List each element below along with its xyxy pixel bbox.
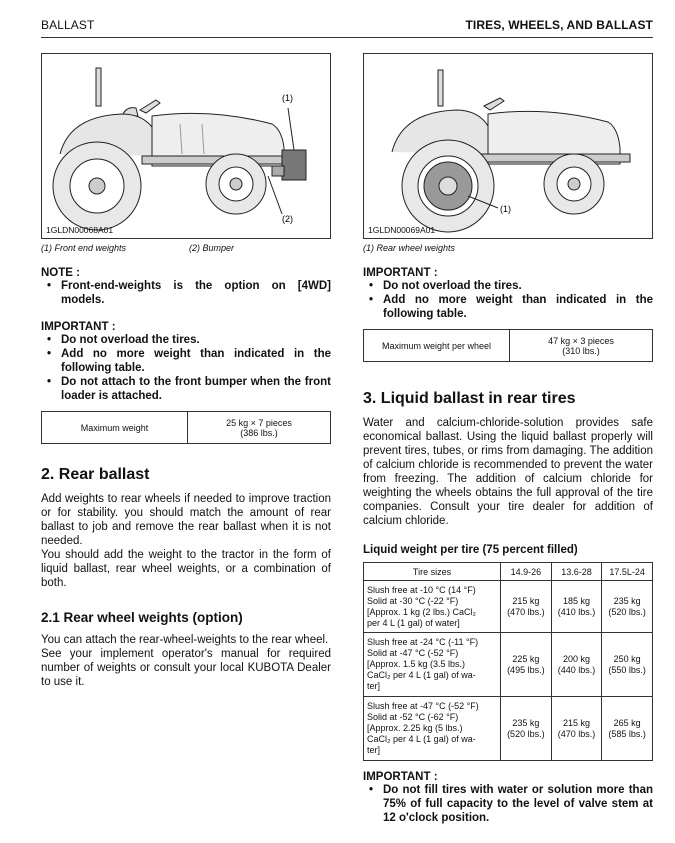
max-weight-pieces: 47 kg × 3 pieces	[548, 335, 614, 346]
spec-line: [Approx. 2.25 kg (5 lbs.)	[367, 723, 463, 733]
callout-1-label: (1)	[500, 204, 511, 214]
section-2-paragraph-1: Add weights to rear wheels if needed to improve traction or for stability. you should match the amount of rear ballast to job and remove the rear ballast when it is not needed.	[41, 493, 331, 547]
weight-cell	[551, 633, 602, 697]
header-tire-sizes: Tire sizes	[364, 563, 501, 581]
max-weight-pieces: 25 kg × 7 pieces	[226, 417, 292, 428]
important-list	[363, 279, 653, 321]
note-list	[41, 279, 331, 307]
kg-value: 200 kg	[562, 653, 590, 664]
max-weight-value	[510, 330, 653, 362]
max-weight-label: Maximum weight per wheel	[364, 330, 510, 362]
section-2-paragraph-2: You should add the weight to the tractor in the form of liquid ballast, rear wheel weights, or a combination of both.	[41, 549, 331, 589]
kg-value: 265 kg	[613, 717, 641, 728]
lbs-value: (410 lbs.)	[557, 606, 596, 617]
table-row	[364, 633, 653, 697]
spec-line: [Approx. 1 kg (2 lbs.) CaCl₂	[367, 606, 477, 617]
liquid-table-header-row	[364, 563, 653, 581]
weight-cell	[551, 697, 602, 761]
max-weight-label: Maximum weight	[42, 412, 188, 444]
section-2-1-heading: 2.1 Rear wheel weights (option)	[41, 610, 243, 625]
front-weights-figure	[41, 53, 331, 239]
weight-cell	[602, 581, 653, 633]
caption-front-end-weights: (1) Front end weights	[41, 243, 127, 253]
section-2-1-paragraph-2: See your implement operator's manual for required number of weights or consult your local KUBOTA Dealer to use it.	[41, 648, 331, 688]
spec-line: Slush free at -24 °C (-11 °F)	[367, 637, 479, 647]
header-13-6-28: 13.6-28	[551, 563, 602, 581]
important-2-title: IMPORTANT :	[363, 771, 438, 783]
max-weight-lbs: (310 lbs.)	[562, 345, 600, 356]
max-weight-table	[41, 411, 331, 444]
table-row	[364, 697, 653, 761]
kg-value: 185 kg	[562, 595, 590, 606]
weight-cell	[501, 581, 552, 633]
weight-cell	[551, 581, 602, 633]
table-row	[364, 581, 653, 633]
kg-value: 235 kg	[512, 717, 540, 728]
liquid-weight-table	[363, 562, 653, 761]
important-item: • Do not overload the tires.	[363, 279, 653, 293]
kg-value: 250 kg	[613, 653, 641, 664]
kg-value: 235 kg	[613, 595, 641, 606]
important-item: • Add no more weight than indicated in the following table.	[41, 347, 331, 375]
callout-2-label: (2)	[282, 214, 293, 224]
spec-line: ter]	[367, 745, 381, 755]
tractor-front-weights-illustration	[42, 54, 331, 239]
figure-code: 1GLDN00069A01	[368, 225, 436, 235]
right-column	[363, 53, 653, 825]
spec-line: ter]	[367, 681, 381, 691]
spec-line: Solid at -47 °C (-52 °F)	[367, 648, 459, 658]
figure-code: 1GLDN00068A01	[46, 225, 114, 235]
spec-line: Slush free at -47 °C (-52 °F)	[367, 701, 479, 711]
important-item: • Do not attach to the front bumper when the front loader is attached.	[41, 375, 331, 403]
tire-spec-cell	[364, 697, 501, 761]
left-column	[41, 53, 331, 689]
tire-spec-cell	[364, 581, 501, 633]
lbs-value: (470 lbs.)	[557, 728, 596, 739]
lbs-value: (550 lbs.)	[608, 664, 646, 675]
max-weight-value	[188, 412, 331, 444]
figure-captions	[41, 243, 331, 255]
important-title: IMPORTANT :	[41, 321, 116, 333]
spec-line: Slush free at -10 °C (14 °F)	[367, 584, 476, 595]
spec-line: Solid at -30 °C (-22 °F)	[367, 595, 459, 606]
header-17-5l-24: 17.5L-24	[602, 563, 653, 581]
lbs-value: (495 lbs.)	[507, 664, 545, 675]
note-title: NOTE :	[41, 267, 80, 279]
kg-value: 215 kg	[562, 717, 590, 728]
spec-line: [Approx. 1.5 kg (3.5 lbs.)	[367, 659, 466, 669]
important-list	[41, 333, 331, 403]
header-14-9-26: 14.9-26	[501, 563, 552, 581]
weight-cell	[501, 697, 552, 761]
spec-line: Solid at -52 °C (-62 °F)	[367, 712, 459, 722]
spec-line: CaCl₂ per 4 L (1 gal) of wa-	[367, 734, 476, 744]
note-item: • Front-end-weights is the option on [4WD] models.	[41, 279, 331, 307]
weight-cell	[501, 633, 552, 697]
max-weight-per-wheel-table	[363, 329, 653, 362]
lbs-value: (520 lbs.)	[608, 606, 646, 617]
section-3-paragraph: Water and calcium-chloride-solution provides safe economical ballast. Using the liquid ballast properly will prevent tires, tubes, or rims from damaging. The addition of calcium chloride is recommended to prevent the water from freezing. The addition of calcium chloride for weighting the wheels obtains the full approval of the tire companies. Consult your tire dealer for addition of calcium chloride.	[363, 417, 653, 527]
lbs-value: (470 lbs.)	[507, 606, 545, 617]
header-rule	[41, 37, 653, 38]
kg-value: 225 kg	[512, 653, 540, 664]
important-title: IMPORTANT :	[363, 267, 438, 279]
caption-rear-wheel-weights: (1) Rear wheel weights	[363, 243, 456, 253]
tractor-rear-weights-illustration	[364, 54, 653, 239]
running-header-left: BALLAST	[41, 18, 95, 32]
section-2-heading: 2. Rear ballast	[41, 466, 150, 483]
weight-cell	[602, 633, 653, 697]
caption-bumper: (2) Bumper	[189, 243, 235, 253]
section-2-1-paragraph-1: You can attach the rear-wheel-weights to the rear wheel.	[41, 634, 329, 646]
running-header-right: TIRES, WHEELS, AND BALLAST	[465, 18, 653, 32]
max-weight-lbs: (386 lbs.)	[240, 427, 278, 438]
important-item: • Add no more weight than indicated in the following table.	[363, 293, 653, 321]
spec-line: per 4 L (1 gal) of water]	[367, 617, 460, 628]
lbs-value: (440 lbs.)	[557, 664, 596, 675]
tire-spec-cell	[364, 633, 501, 697]
spec-line: CaCl₂ per 4 L (1 gal) of wa-	[367, 670, 476, 680]
important-item: • Do not overload the tires.	[41, 333, 331, 347]
lbs-value: (520 lbs.)	[507, 728, 545, 739]
liquid-weight-title: Liquid weight per tire (75 percent filled)	[363, 544, 578, 556]
kg-value: 215 kg	[512, 595, 540, 606]
figure-captions	[363, 243, 653, 255]
important-2-list	[363, 783, 653, 825]
callout-1-label: (1)	[282, 93, 293, 103]
rear-wheel-weights-figure	[363, 53, 653, 239]
section-3-heading: 3. Liquid ballast in rear tires	[363, 390, 576, 407]
lbs-value: (585 lbs.)	[608, 728, 646, 739]
important-item: • Do not fill tires with water or solution more than 75% of full capacity to the level of valve stem at 12 o'clock position.	[363, 783, 653, 825]
weight-cell	[602, 697, 653, 761]
